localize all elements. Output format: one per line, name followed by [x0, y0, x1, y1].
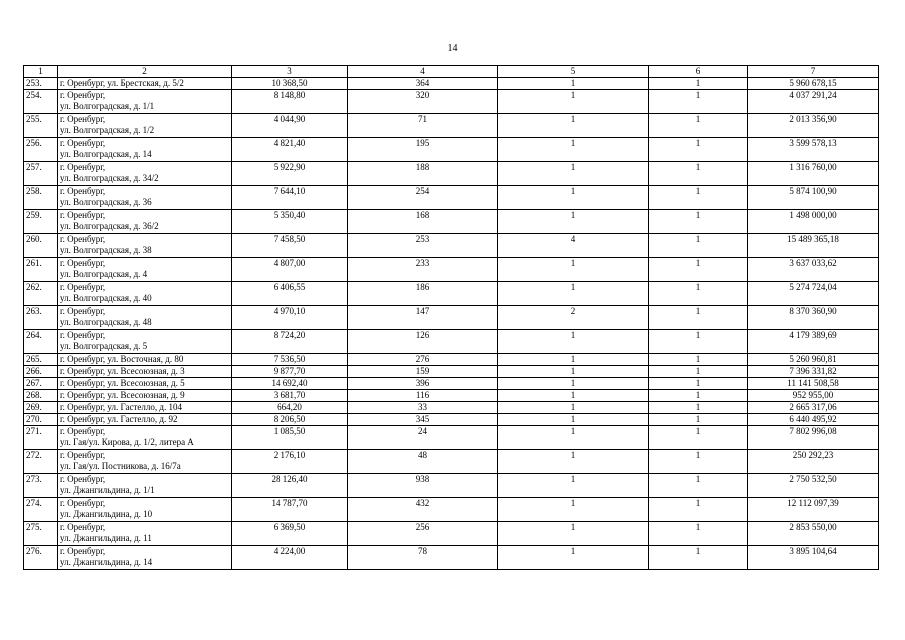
- column-7-cell: 1 498 000,00: [748, 210, 879, 234]
- column-6-cell: 1: [649, 426, 748, 450]
- column-6-cell: 1: [649, 282, 748, 306]
- table-row: [24, 282, 879, 306]
- row-number-cell: 255.: [24, 114, 58, 138]
- column-header: 3: [232, 66, 348, 78]
- address-line: ул. Джангильдина, д. 11: [60, 533, 152, 543]
- column-6-cell: 1: [649, 402, 748, 414]
- column-5-cell: 1: [498, 522, 649, 546]
- column-3-cell: 4 807,00: [232, 258, 348, 282]
- row-number-cell: 261.: [24, 258, 58, 282]
- column-4-cell: 195: [348, 138, 498, 162]
- address-line: ул. Волгоградская, д. 48: [60, 317, 152, 327]
- column-6-cell: 1: [649, 162, 748, 186]
- table-row: [24, 402, 879, 414]
- column-5-cell: 1: [498, 90, 649, 114]
- column-header: 1: [24, 66, 58, 78]
- address-cell: [58, 306, 232, 330]
- column-5-cell: 1: [498, 210, 649, 234]
- column-5-cell: 1: [498, 282, 649, 306]
- column-6-cell: 1: [649, 114, 748, 138]
- column-5-cell: 1: [498, 414, 649, 426]
- column-3-cell: 14 692,40: [232, 378, 348, 390]
- table-row: [24, 366, 879, 378]
- column-4-cell: 159: [348, 366, 498, 378]
- header-row: [24, 66, 879, 78]
- address-cell: [58, 414, 232, 426]
- table-body: [24, 78, 879, 570]
- column-3-cell: 8 206,50: [232, 414, 348, 426]
- row-number-cell: 262.: [24, 282, 58, 306]
- table-row: [24, 210, 879, 234]
- column-6-cell: 1: [649, 306, 748, 330]
- column-7-cell: 952 955,00: [748, 390, 879, 402]
- column-3-cell: 3 681,70: [232, 390, 348, 402]
- address-cell: [58, 282, 232, 306]
- address-line: ул. Волгоградская, д. 36/2: [60, 221, 159, 231]
- address-cell: [58, 498, 232, 522]
- address-cell: [58, 186, 232, 210]
- column-7-cell: 5 274 724,04: [748, 282, 879, 306]
- column-5-cell: 4: [498, 234, 649, 258]
- column-4-cell: 256: [348, 522, 498, 546]
- address-line: ул. Волгоградская, д. 40: [60, 293, 152, 303]
- column-header: 7: [748, 66, 879, 78]
- row-number-cell: 276.: [24, 546, 58, 570]
- address-cell: [58, 402, 232, 414]
- column-3-cell: 14 787,70: [232, 498, 348, 522]
- column-6-cell: 1: [649, 138, 748, 162]
- column-5-cell: 1: [498, 546, 649, 570]
- table-row: [24, 522, 879, 546]
- address-line: г. Оренбург,: [60, 162, 106, 172]
- column-5-cell: 1: [498, 366, 649, 378]
- row-number-cell: 271.: [24, 426, 58, 450]
- column-7-cell: 1 316 760,00: [748, 162, 879, 186]
- address-cell: [58, 210, 232, 234]
- row-number-cell: 269.: [24, 402, 58, 414]
- address-line: г. Оренбург,: [60, 522, 106, 532]
- column-3-cell: 664,20: [232, 402, 348, 414]
- column-3-cell: 7 536,50: [232, 354, 348, 366]
- column-5-cell: 1: [498, 186, 649, 210]
- column-6-cell: 1: [649, 258, 748, 282]
- column-4-cell: 147: [348, 306, 498, 330]
- address-line: г. Оренбург,: [60, 234, 106, 244]
- column-6-cell: 1: [649, 330, 748, 354]
- row-number-cell: 253.: [24, 78, 58, 90]
- address-cell: [58, 162, 232, 186]
- column-6-cell: 1: [649, 414, 748, 426]
- address-line: ул. Волгоградская, д. 1/1: [60, 101, 155, 111]
- column-7-cell: 3 895 104,64: [748, 546, 879, 570]
- table-row: [24, 306, 879, 330]
- column-4-cell: 364: [348, 78, 498, 90]
- column-5-cell: 1: [498, 450, 649, 474]
- table-row: [24, 498, 879, 522]
- row-number-cell: 270.: [24, 414, 58, 426]
- column-6-cell: 1: [649, 210, 748, 234]
- address-line: г. Оренбург,: [60, 546, 106, 556]
- column-3-cell: 28 126,40: [232, 474, 348, 498]
- row-number-cell: 268.: [24, 390, 58, 402]
- address-line: ул. Волгоградская, д. 34/2: [60, 173, 159, 183]
- column-5-cell: 2: [498, 306, 649, 330]
- address-line: г. Оренбург,: [60, 186, 106, 196]
- table-row: [24, 162, 879, 186]
- column-7-cell: 250 292,23: [748, 450, 879, 474]
- table-row: [24, 546, 879, 570]
- address-line: ул. Джангильдина, д. 14: [60, 557, 153, 567]
- column-3-cell: 5 350,40: [232, 210, 348, 234]
- address-line: г. Оренбург,: [60, 90, 106, 100]
- address-line: г. Оренбург,: [60, 330, 106, 340]
- address-cell: [58, 234, 232, 258]
- column-3-cell: 5 922,90: [232, 162, 348, 186]
- row-number-cell: 257.: [24, 162, 58, 186]
- address-cell: [58, 522, 232, 546]
- address-line: ул. Гая/ул. Постникова, д. 16/7а: [60, 461, 181, 471]
- address-cell: [58, 474, 232, 498]
- column-6-cell: 1: [649, 498, 748, 522]
- column-5-cell: 1: [498, 402, 649, 414]
- address-line: г. Оренбург,: [60, 138, 106, 148]
- row-number-cell: 258.: [24, 186, 58, 210]
- table-row: [24, 426, 879, 450]
- column-6-cell: 1: [649, 78, 748, 90]
- column-6-cell: 1: [649, 90, 748, 114]
- table-row: [24, 474, 879, 498]
- column-header: 4: [348, 66, 498, 78]
- column-5-cell: 1: [498, 474, 649, 498]
- column-4-cell: 71: [348, 114, 498, 138]
- column-5-cell: 1: [498, 354, 649, 366]
- table-row: [24, 186, 879, 210]
- column-4-cell: 432: [348, 498, 498, 522]
- column-6-cell: 1: [649, 390, 748, 402]
- column-3-cell: 7 644,10: [232, 186, 348, 210]
- column-7-cell: 15 489 365,18: [748, 234, 879, 258]
- address-line: г. Оренбург, ул. Брестская, д. 5/2: [60, 78, 184, 88]
- column-4-cell: 33: [348, 402, 498, 414]
- address-line: г. Оренбург,: [60, 498, 106, 508]
- column-3-cell: 4 821,40: [232, 138, 348, 162]
- address-line: г. Оренбург, ул. Всесоюзная, д. 9: [60, 390, 185, 400]
- column-3-cell: 4 970,10: [232, 306, 348, 330]
- page-number: 14: [447, 43, 458, 54]
- column-4-cell: 24: [348, 426, 498, 450]
- address-line: ул. Джангильдина, д. 10: [60, 509, 153, 519]
- address-line: г. Оренбург,: [60, 114, 106, 124]
- column-5-cell: 1: [498, 498, 649, 522]
- table-row: [24, 138, 879, 162]
- column-4-cell: 276: [348, 354, 498, 366]
- column-3-cell: 8 724,20: [232, 330, 348, 354]
- column-6-cell: 1: [649, 378, 748, 390]
- column-7-cell: 2 853 550,00: [748, 522, 879, 546]
- row-number-cell: 265.: [24, 354, 58, 366]
- column-3-cell: 10 368,50: [232, 78, 348, 90]
- column-7-cell: 6 440 495,92: [748, 414, 879, 426]
- address-line: ул. Волгоградская, д. 4: [60, 269, 148, 279]
- address-cell: [58, 114, 232, 138]
- address-cell: [58, 354, 232, 366]
- address-line: г. Оренбург,: [60, 450, 106, 460]
- column-7-cell: 4 179 389,69: [748, 330, 879, 354]
- registry-table: [23, 65, 879, 570]
- column-header: 5: [498, 66, 649, 78]
- column-3-cell: 4 044,90: [232, 114, 348, 138]
- address-line: г. Оренбург, ул. Гастелло, д. 92: [60, 414, 178, 424]
- address-cell: [58, 378, 232, 390]
- column-7-cell: 3 599 578,13: [748, 138, 879, 162]
- column-7-cell: 7 396 331,82: [748, 366, 879, 378]
- column-5-cell: 1: [498, 378, 649, 390]
- column-6-cell: 1: [649, 234, 748, 258]
- column-4-cell: 254: [348, 186, 498, 210]
- address-cell: [58, 390, 232, 402]
- address-line: ул. Волгоградская, д. 14: [60, 149, 152, 159]
- column-6-cell: 1: [649, 522, 748, 546]
- address-line: г. Оренбург, ул. Восточная, д. 80: [60, 354, 184, 364]
- column-3-cell: 7 458,50: [232, 234, 348, 258]
- address-cell: [58, 426, 232, 450]
- address-line: ул. Волгоградская, д. 5: [60, 341, 148, 351]
- row-number-cell: 259.: [24, 210, 58, 234]
- column-6-cell: 1: [649, 354, 748, 366]
- column-7-cell: 2 013 356,90: [748, 114, 879, 138]
- table-row: [24, 234, 879, 258]
- row-number-cell: 260.: [24, 234, 58, 258]
- address-line: г. Оренбург,: [60, 426, 106, 436]
- column-4-cell: 126: [348, 330, 498, 354]
- column-5-cell: 1: [498, 258, 649, 282]
- address-cell: [58, 258, 232, 282]
- address-line: г. Оренбург,: [60, 474, 106, 484]
- column-7-cell: 7 802 996,08: [748, 426, 879, 450]
- address-line: ул. Волгоградская, д. 1/2: [60, 125, 155, 135]
- column-7-cell: 5 260 960,81: [748, 354, 879, 366]
- row-number-cell: 254.: [24, 90, 58, 114]
- table-row: [24, 258, 879, 282]
- table-row: [24, 78, 879, 90]
- row-number-cell: 275.: [24, 522, 58, 546]
- column-5-cell: 1: [498, 390, 649, 402]
- row-number-cell: 264.: [24, 330, 58, 354]
- column-3-cell: 8 148,80: [232, 90, 348, 114]
- address-line: ул. Гая/ул. Кирова, д. 1/2, литера А: [60, 437, 194, 447]
- column-7-cell: 2 750 532,50: [748, 474, 879, 498]
- table-row: [24, 414, 879, 426]
- address-line: г. Оренбург,: [60, 210, 106, 220]
- row-number-cell: 267.: [24, 378, 58, 390]
- column-7-cell: 12 112 097,39: [748, 498, 879, 522]
- column-4-cell: 48: [348, 450, 498, 474]
- column-5-cell: 1: [498, 162, 649, 186]
- table-row: [24, 114, 879, 138]
- column-4-cell: 78: [348, 546, 498, 570]
- column-7-cell: 2 665 317,06: [748, 402, 879, 414]
- column-4-cell: 320: [348, 90, 498, 114]
- table-row: [24, 90, 879, 114]
- column-header: 2: [58, 66, 232, 78]
- column-4-cell: 233: [348, 258, 498, 282]
- column-4-cell: 396: [348, 378, 498, 390]
- column-6-cell: 1: [649, 474, 748, 498]
- column-3-cell: 6 369,50: [232, 522, 348, 546]
- row-number-cell: 263.: [24, 306, 58, 330]
- column-7-cell: 3 637 033,62: [748, 258, 879, 282]
- row-number-cell: 266.: [24, 366, 58, 378]
- address-cell: [58, 90, 232, 114]
- table-row: [24, 330, 879, 354]
- column-7-cell: 5 960 678,15: [748, 78, 879, 90]
- table-row: [24, 378, 879, 390]
- address-line: г. Оренбург,: [60, 282, 106, 292]
- row-number-cell: 273.: [24, 474, 58, 498]
- address-line: ул. Волгоградская, д. 38: [60, 245, 152, 255]
- column-3-cell: 4 224,00: [232, 546, 348, 570]
- address-cell: [58, 78, 232, 90]
- column-4-cell: 188: [348, 162, 498, 186]
- address-line: г. Оренбург, ул. Всесоюзная, д. 5: [60, 378, 185, 388]
- column-4-cell: 186: [348, 282, 498, 306]
- address-cell: [58, 138, 232, 162]
- column-7-cell: 11 141 508,58: [748, 378, 879, 390]
- column-6-cell: 1: [649, 186, 748, 210]
- column-4-cell: 168: [348, 210, 498, 234]
- column-4-cell: 116: [348, 390, 498, 402]
- table-row: [24, 354, 879, 366]
- row-number-cell: 256.: [24, 138, 58, 162]
- address-cell: [58, 330, 232, 354]
- column-4-cell: 345: [348, 414, 498, 426]
- column-4-cell: 253: [348, 234, 498, 258]
- column-5-cell: 1: [498, 138, 649, 162]
- address-line: ул. Волгоградская, д. 36: [60, 197, 152, 207]
- column-6-cell: 1: [649, 366, 748, 378]
- column-5-cell: 1: [498, 330, 649, 354]
- table-row: [24, 450, 879, 474]
- column-7-cell: 5 874 100,90: [748, 186, 879, 210]
- row-number-cell: 272.: [24, 450, 58, 474]
- column-3-cell: 2 176,10: [232, 450, 348, 474]
- column-header: 6: [649, 66, 748, 78]
- column-5-cell: 1: [498, 114, 649, 138]
- column-7-cell: 4 037 291,24: [748, 90, 879, 114]
- address-line: г. Оренбург,: [60, 306, 106, 316]
- column-6-cell: 1: [649, 450, 748, 474]
- column-6-cell: 1: [649, 546, 748, 570]
- column-4-cell: 938: [348, 474, 498, 498]
- column-7-cell: 8 370 360,90: [748, 306, 879, 330]
- column-3-cell: 9 877,70: [232, 366, 348, 378]
- address-cell: [58, 546, 232, 570]
- address-cell: [58, 366, 232, 378]
- address-line: г. Оренбург, ул. Гастелло, д. 104: [60, 402, 182, 412]
- column-5-cell: 1: [498, 78, 649, 90]
- column-3-cell: 1 085,50: [232, 426, 348, 450]
- row-number-cell: 274.: [24, 498, 58, 522]
- column-3-cell: 6 406,55: [232, 282, 348, 306]
- column-5-cell: 1: [498, 426, 649, 450]
- address-line: ул. Джангильдина, д. 1/1: [60, 485, 155, 495]
- address-line: г. Оренбург,: [60, 258, 106, 268]
- address-cell: [58, 450, 232, 474]
- table-row: [24, 390, 879, 402]
- address-line: г. Оренбург, ул. Всесоюзная, д. 3: [60, 366, 185, 376]
